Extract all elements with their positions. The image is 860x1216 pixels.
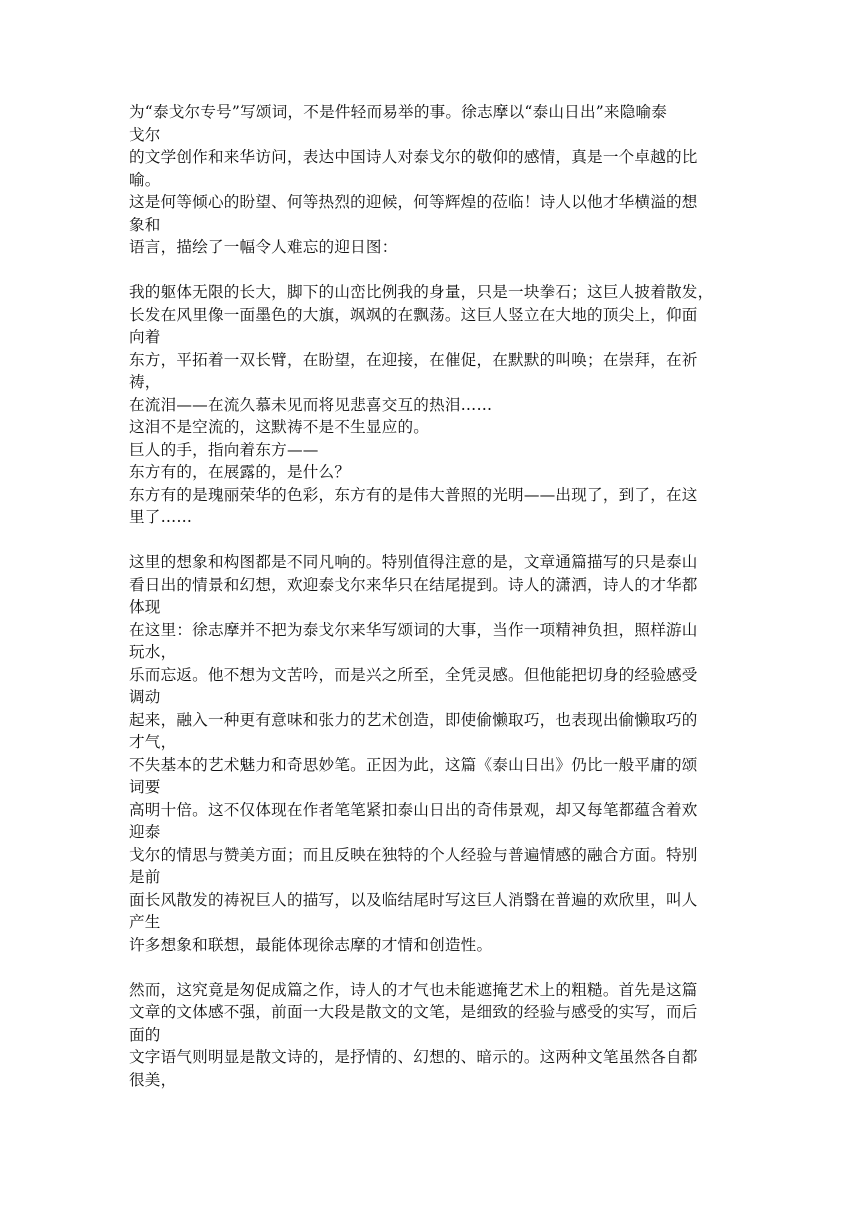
text-line: 这里的想象和构图都是不同凡响的。特别值得注意的是，文章通篇描写的只是泰山 xyxy=(129,553,698,571)
text-line: 戈尔的情思与赞美方面；而且反映在独特的个人经验与普遍情感的融合方面。特别 xyxy=(129,845,698,864)
text-line: 象和 xyxy=(129,215,161,234)
text-line: 才气， xyxy=(129,733,177,751)
text-line: 然而，这究竟是匆促成篇之作，诗人的才气也未能遮掩艺术上的粗糙。首先是这篇 xyxy=(129,980,698,999)
text-line: 很美， xyxy=(129,1070,177,1089)
text-line: 语言，描绘了一幅令人难忘的迎日图： xyxy=(129,238,398,256)
text-line: 戈尔 xyxy=(129,125,161,144)
text-line: 长发在风里像一面墨色的大旗，飒飒的在飘荡。这巨人竖立在大地的顶尖上，仰面 xyxy=(129,305,698,324)
document-body xyxy=(129,101,731,1091)
paragraph-gap xyxy=(129,956,731,979)
paragraph-gap xyxy=(129,259,731,282)
text-line: 的文学创作和来华访问，表达中国诗人对泰戈尔的敬仰的感情，真是一个卓越的比 xyxy=(129,148,698,166)
text-line: 许多想象和联想，最能体现徐志摩的才情和创造性。 xyxy=(129,935,493,954)
text-line: 体现 xyxy=(129,598,161,616)
text-line: 在这里：徐志摩并不把为泰戈尔来华写颂词的大事，当作一项精神负担，照样游山 xyxy=(129,620,698,639)
text-line: 乐而忘返。他不想为文苦吟，而是兴之所至，全凭灵感。但他能把切身的经验感受 xyxy=(129,665,698,684)
text-line: 迎泰 xyxy=(129,823,161,841)
text-line: 为“泰戈尔专号”写颂词，不是件轻而易举的事。徐志摩以“泰山日出”来隐喻泰 xyxy=(129,103,668,121)
text-line: 这泪不是空流的，这默祷不是不生显应的。 xyxy=(129,418,430,436)
text-line: 词要 xyxy=(129,778,161,796)
text-line: 面的 xyxy=(129,1025,161,1044)
text-line: 看日出的情景和幻想，欢迎泰戈尔来华只在结尾提到。诗人的潇洒，诗人的才华都 xyxy=(129,575,698,594)
paragraph xyxy=(129,101,731,259)
text-line: 我的躯体无限的长大，脚下的山峦比例我的身量，只是一块拳石；这巨人披着散发， xyxy=(129,283,714,301)
text-line: 面长风散发的祷祝巨人的描写，以及临结尾时写这巨人消翳在普遍的欢欣里，叫人 xyxy=(129,890,698,909)
text-line: 向着 xyxy=(129,328,161,346)
text-line: 东方，平拓着一双长臂，在盼望，在迎接，在催促，在默默的叫唤；在崇拜，在祈 xyxy=(129,350,698,369)
text-line: 喻。 xyxy=(129,170,161,189)
paragraph xyxy=(129,979,731,1092)
text-line: 文章的文体感不强，前面一大段是散文的文笔，是细致的经验与感受的实写，而后 xyxy=(129,1003,698,1021)
text-line: 东方有的，在展露的，是什么？ xyxy=(129,463,351,481)
text-line: 在流泪——在流久慕未见而将见悲喜交互的热泪…… xyxy=(129,395,493,414)
text-line: 产生 xyxy=(129,913,161,931)
paragraph-gap xyxy=(129,529,731,552)
text-line: 起来，融入一种更有意味和张力的艺术创造，即使偷懒取巧，也表现出偷懒取巧的 xyxy=(129,710,698,729)
text-line: 玩水， xyxy=(129,643,177,661)
paragraph xyxy=(129,281,731,529)
text-line: 调动 xyxy=(129,688,161,706)
text-line: 是前 xyxy=(129,868,161,886)
text-line: 里了…… xyxy=(129,508,193,526)
text-line: 高明十倍。这不仅体现在作者笔笔紧扣泰山日出的奇伟景观，却又每笔都蕴含着欢 xyxy=(129,800,698,819)
text-line: 不失基本的艺术魅力和奇思妙笔。正因为此，这篇《泰山日出》仍比一般平庸的颂 xyxy=(129,755,698,774)
text-line: 文字语气则明显是散文诗的，是抒情的、幻想的、暗示的。这两种文笔虽然各自都 xyxy=(129,1048,698,1066)
text-line: 东方有的是瑰丽荣华的色彩，东方有的是伟大普照的光明——出现了，到了，在这 xyxy=(129,485,698,504)
text-line: 这是何等倾心的盼望、何等热烈的迎候，何等辉煌的莅临！诗人以他才华横溢的想 xyxy=(129,193,698,211)
text-line: 祷， xyxy=(129,373,161,391)
text-line: 巨人的手，指向着东方—— xyxy=(129,440,319,459)
paragraph xyxy=(129,551,731,956)
